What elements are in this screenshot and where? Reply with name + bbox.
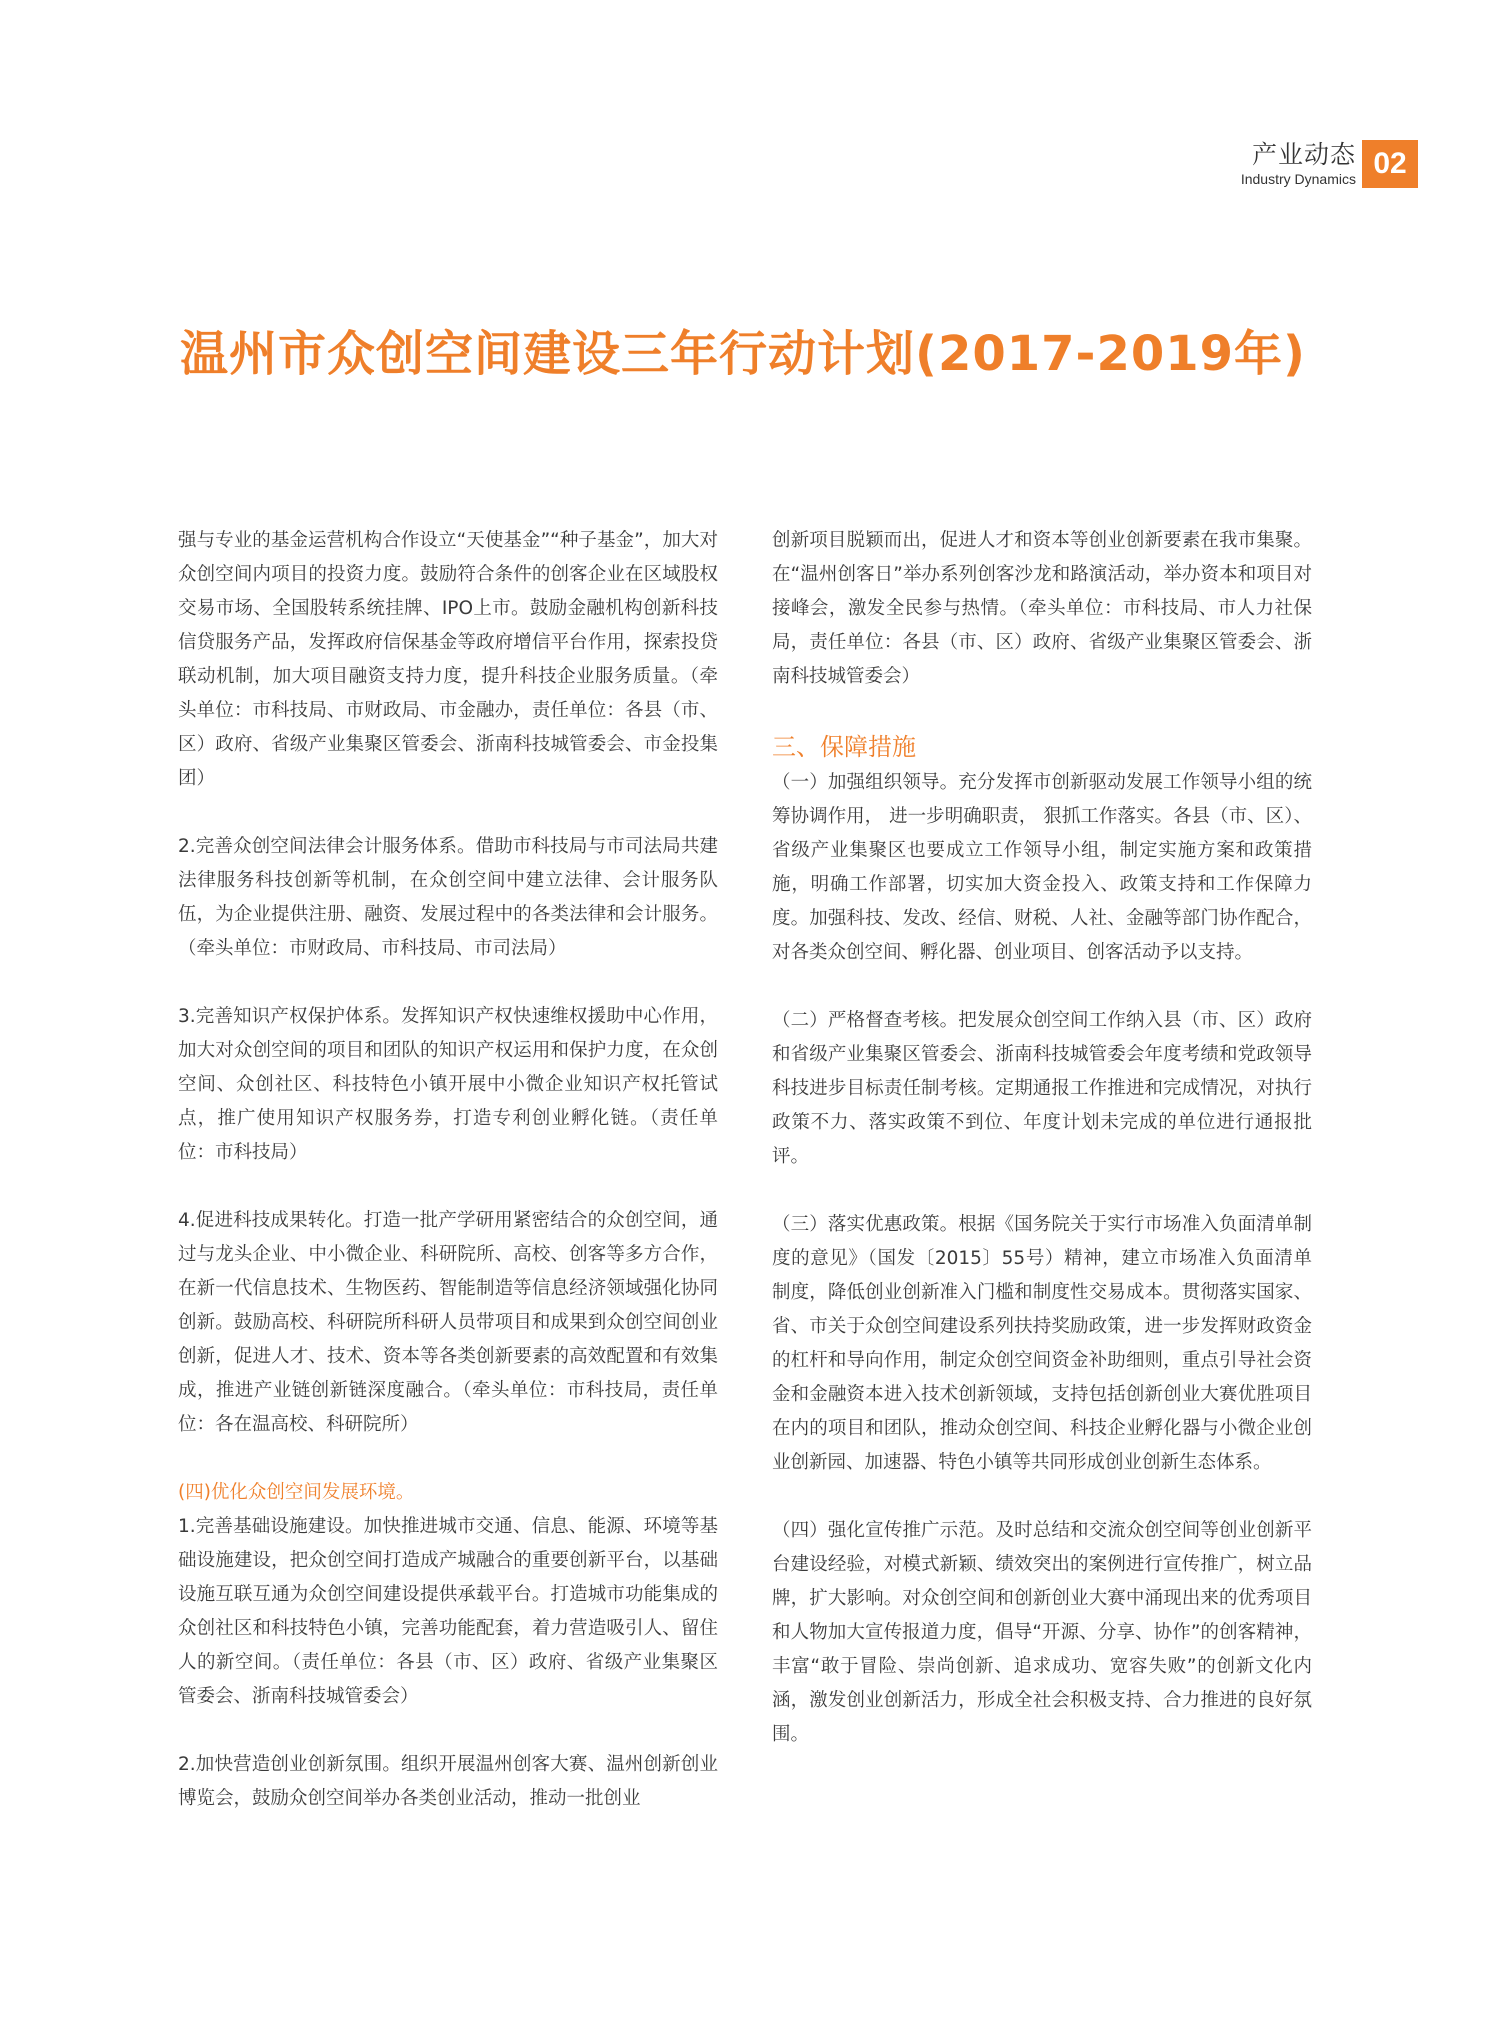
subsection-heading: (四)优化众创空间发展环境。	[178, 1482, 415, 1503]
section-title-cn: 产业动态	[1251, 140, 1356, 169]
section-title-en: Industry Dynamics	[1240, 171, 1356, 187]
paragraph: （二）严格督查考核。把发展众创空间工作纳入县（市、区）政府和省级产业集聚区管委会、浙南科技城管委会年度考绩和党政领导科技进步目标责任制考核。定期通报工作推进和完成情况，对执行政策不力、落实政策不到位、年度计划未完成的单位进行通报批评。	[772, 1010, 1312, 1167]
paragraph: 3.完善知识产权保护体系。发挥知识产权快速维权援助中心作用，加大对众创空间的项目和团队的知识产权运用和保护力度，在众创空间、众创社区、科技特色小镇开展中小微企业知识产权托管试点，推广使用知识产权服务券，打造专利创业孵化链。（责任单位：市科技局）	[178, 1006, 718, 1163]
paragraph: （四）强化宣传推广示范。及时总结和交流众创空间等创业创新平台建设经验，对模式新颖、绩效突出的案例进行宣传推广，树立品牌，扩大影响。对众创空间和创新创业大赛中涌现出来的优秀项目和人物加大宣传报道力度，倡导“开源、分享、协作”的创客精神，丰富“敢于冒险、崇尚创新、追求成功、宽容失败”的创新文化内涵，激发创业创新活力，形成全社会积极支持、合力推进的良好氛围。	[772, 1520, 1312, 1745]
paragraph: 4.促进科技成果转化。打造一批产学研用紧密结合的众创空间，通过与龙头企业、中小微企业、科研院所、高校、创客等多方合作，在新一代信息技术、生物医药、智能制造等信息经济领域强化协同创新。鼓励高校、科研院所科研人员带项目和成果到众创空间创业创新，促进人才、技术、资本等各类创新要素的高效配置和有效集成，推进产业链创新链深度融合。（牵头单位：市科技局，责任单位：各在温高校、科研院所）	[178, 1210, 718, 1435]
paragraph: 2.完善众创空间法律会计服务体系。借助市科技局与市司法局共建法律服务科技创新等机制，在众创空间中建立法律、会计服务队伍，为企业提供注册、融资、发展过程中的各类法律和会计服务。（牵头单位：市财政局、市科技局、市司法局）	[178, 836, 718, 959]
article-title: 温州市众创空间建设三年行动计划(2017-2019年)	[180, 326, 1306, 382]
section-label	[1241, 140, 1356, 188]
paragraph: （三）落实优惠政策。根据《国务院关于实行市场准入负面清单制度的意见》（国发〔2015〕55号）精神，建立市场准入负面清单制度，降低创业创新准入门槛和制度性交易成本。贯彻落实国家、省、市关于众创空间建设系列扶持奖励政策，进一步发挥财政资金的杠杆和导向作用，制定众创空间资金补助细则，重点引导社会资金和金融资本进入技术创新领域，支持包括创新创业大赛优胜项目在内的项目和团队，推动众创空间、科技企业孵化器与小微企业创业创新园、加速器、特色小镇等共同形成创业创新生态体系。	[772, 1214, 1312, 1473]
section-header	[1241, 140, 1418, 188]
section-heading: 三、保障措施	[772, 733, 916, 761]
paragraph: （一）加强组织领导。充分发挥市创新驱动发展工作领导小组的统筹协调作用， 进一步明确职责， 狠抓工作落实。各县（市、区）、省级产业集聚区也要成立工作领导小组，制定实施方案和政策措施，明确工作部署，切实加大资金投入、政策支持和工作保障力度。加强科技、发改、经信、财税、人社、金融等部门协作配合，对各类众创空间、孵化器、创业项目、创客活动予以支持。	[772, 772, 1312, 963]
paragraph: 2.加快营造创业创新氛围。组织开展温州创客大赛、温州创新创业博览会，鼓励众创空间举办各类创业活动，推动一批创业	[178, 1754, 718, 1809]
page-number: 02	[1362, 140, 1418, 188]
paragraph: 1.完善基础设施建设。加快推进城市交通、信息、能源、环境等基础设施建设，把众创空间打造成产城融合的重要创新平台，以基础设施互联互通为众创空间建设提供承载平台。打造城市功能集成的众创社区和科技特色小镇，完善功能配套，着力营造吸引人、留住人的新空间。（责任单位：各县（市、区）政府、省级产业集聚区管委会、浙南科技城管委会）	[178, 1516, 718, 1707]
left-column	[178, 524, 718, 1850]
right-column	[772, 524, 1312, 1786]
paragraph: 强与专业的基金运营机构合作设立“天使基金”“种子基金”，加大对众创空间内项目的投资力度。鼓励符合条件的创客企业在区域股权交易市场、全国股转系统挂牌、IPO上市。鼓励金融机构创新科技信贷服务产品，发挥政府信保基金等政府增信平台作用，探索投贷联动机制，加大项目融资支持力度，提升科技企业服务质量。（牵头单位：市科技局、市财政局、市金融办，责任单位：各县（市、区）政府、省级产业集聚区管委会、浙南科技城管委会、市金投集团）	[178, 530, 718, 789]
paragraph: 创新项目脱颖而出，促进人才和资本等创业创新要素在我市集聚。在“温州创客日”举办系列创客沙龙和路演活动，举办资本和项目对接峰会，激发全民参与热情。（牵头单位：市科技局、市人力社保局，责任单位：各县（市、区）政府、省级产业集聚区管委会、浙南科技城管委会）	[772, 530, 1312, 687]
